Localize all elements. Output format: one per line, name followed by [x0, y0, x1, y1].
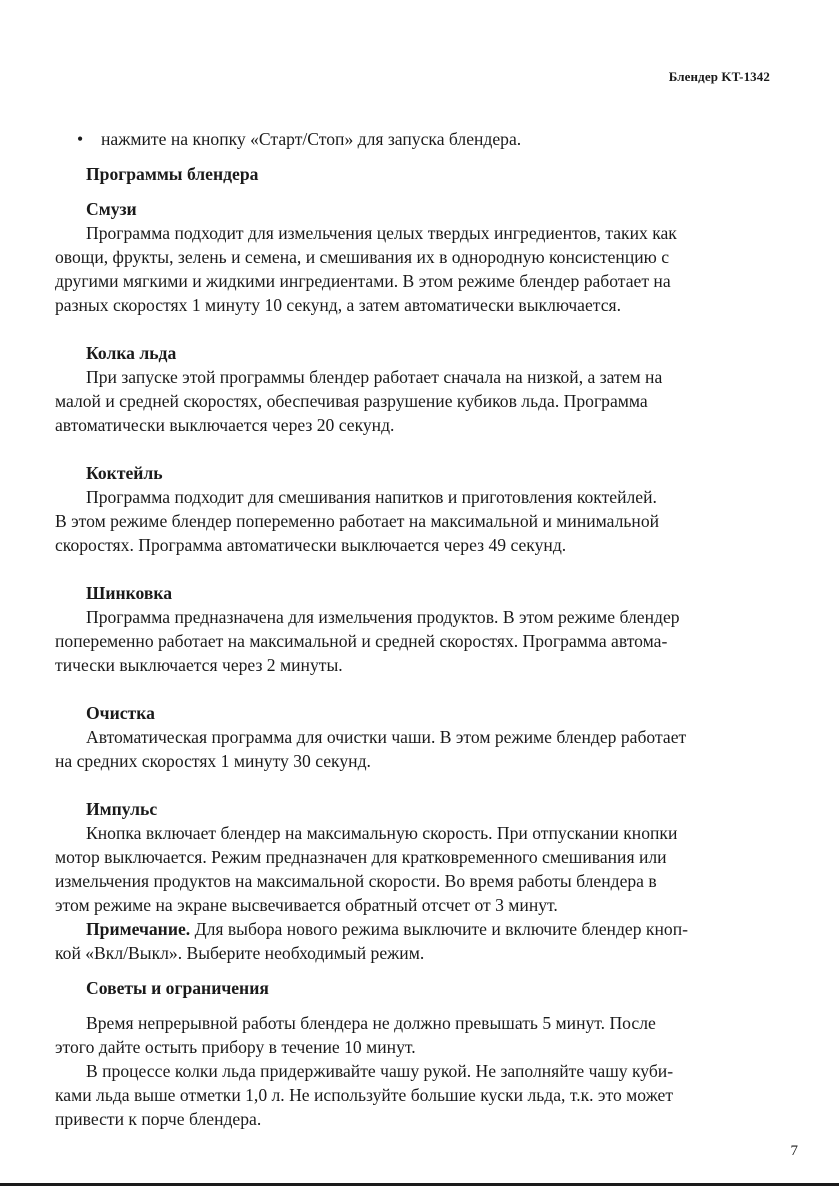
clean-paragraph	[55, 725, 771, 773]
note-label: Примечание.	[86, 919, 191, 939]
paragraph-line: скоростях. Программа автоматически выключается через 49 секунд.	[55, 535, 567, 555]
programs-heading: Программы блендера	[86, 164, 259, 184]
paragraph-line: мотор выключается. Режим предназначен для кратковременного смешивания или	[55, 847, 667, 867]
paragraph-line: другими мягкими и жидкими ингредиентами. В этом режиме блендер работает на	[55, 271, 671, 291]
running-header: Блендер KT-1342	[668, 69, 770, 84]
paragraph-line: привести к порче блендера.	[55, 1109, 262, 1129]
paragraph-line: ками льда выше отметки 1,0 л. Не используйте большие куски льда, т.к. это может	[55, 1085, 674, 1105]
bullet-text: нажмите на кнопку «Старт/Стоп» для запуска блендера.	[101, 129, 522, 149]
tips-heading: Советы и ограничения	[86, 978, 269, 998]
clean-heading: Очистка	[86, 703, 155, 723]
smoothie-paragraph	[55, 221, 771, 317]
page-body	[55, 127, 771, 1131]
chop-paragraph	[55, 605, 771, 677]
paragraph-line: Программа предназначена для измельчения продуктов. В этом режиме блендер	[86, 607, 680, 627]
paragraph-line: тически выключается через 2 минуты.	[55, 655, 343, 675]
paragraph-line: В процессе колки льда придерживайте чашу рукой. Не заполняйте чашу куби-	[86, 1061, 674, 1081]
paragraph-line: Программа подходит для измельчения целых твердых ингредиентов, таких как	[86, 223, 677, 243]
paragraph-line: Время непрерывной работы блендера не должно превышать 5 минут. После	[86, 1013, 656, 1033]
tips-paragraph-2	[55, 1059, 771, 1131]
paragraph-line: Программа подходит для смешивания напитков и приготовления коктейлей.	[86, 487, 657, 507]
paragraph-line: Кнопка включает блендер на максимальную скорость. При отпускании кнопки	[86, 823, 678, 843]
tips-paragraph-1	[55, 1011, 771, 1059]
paragraph-line: Автоматическая программа для очистки чаши. В этом режиме блендер работает	[86, 727, 687, 747]
page-number: 7	[790, 1143, 798, 1159]
paragraph-line: В этом режиме блендер попеременно работает на максимальной и минимальной	[55, 511, 660, 531]
paragraph-line: малой и средней скоростях, обеспечивая разрушение кубиков льда. Программа	[55, 391, 648, 411]
paragraph-line: разных скоростях 1 минуту 10 секунд, а затем автоматически выключается.	[55, 295, 621, 315]
pulse-paragraph	[55, 821, 771, 917]
note-text: Для выбора нового режима выключите и включите блендер кноп-	[190, 919, 688, 939]
paragraph-line: При запуске этой программы блендер работает сначала на низкой, а затем на	[86, 367, 663, 387]
cocktail-heading: Коктейль	[86, 463, 163, 483]
smoothie-heading: Смузи	[86, 199, 137, 219]
pulse-heading: Импульс	[86, 799, 158, 819]
ice-heading: Колка льда	[86, 343, 177, 363]
paragraph-line: автоматически выключается через 20 секунд.	[55, 415, 395, 435]
paragraph-line: этого дайте остыть прибору в течение 10 минут.	[55, 1037, 416, 1057]
pulse-note	[55, 917, 771, 965]
bullet-icon: •	[77, 129, 84, 149]
chop-heading: Шинковка	[86, 583, 173, 603]
paragraph-line: измельчения продуктов на максимальной скорости. Во время работы блендера в	[55, 871, 657, 891]
paragraph-line: овощи, фрукты, зелень и семена, и смешивания их в однородную консистенцию с	[55, 247, 670, 267]
paragraph-line: этом режиме на экране высвечивается обратный отсчет от 3 минут.	[55, 895, 558, 915]
cocktail-paragraph	[55, 485, 771, 557]
bullet-item	[55, 127, 771, 151]
paragraph-line: попеременно работает на максимальной и средней скоростях. Программа автома-	[55, 631, 668, 651]
note-line: кой «Вкл/Выкл». Выберите необходимый режим.	[55, 943, 425, 963]
paragraph-line: на средних скоростях 1 минуту 30 секунд.	[55, 751, 371, 771]
ice-paragraph	[55, 365, 771, 437]
note-line	[55, 917, 771, 941]
